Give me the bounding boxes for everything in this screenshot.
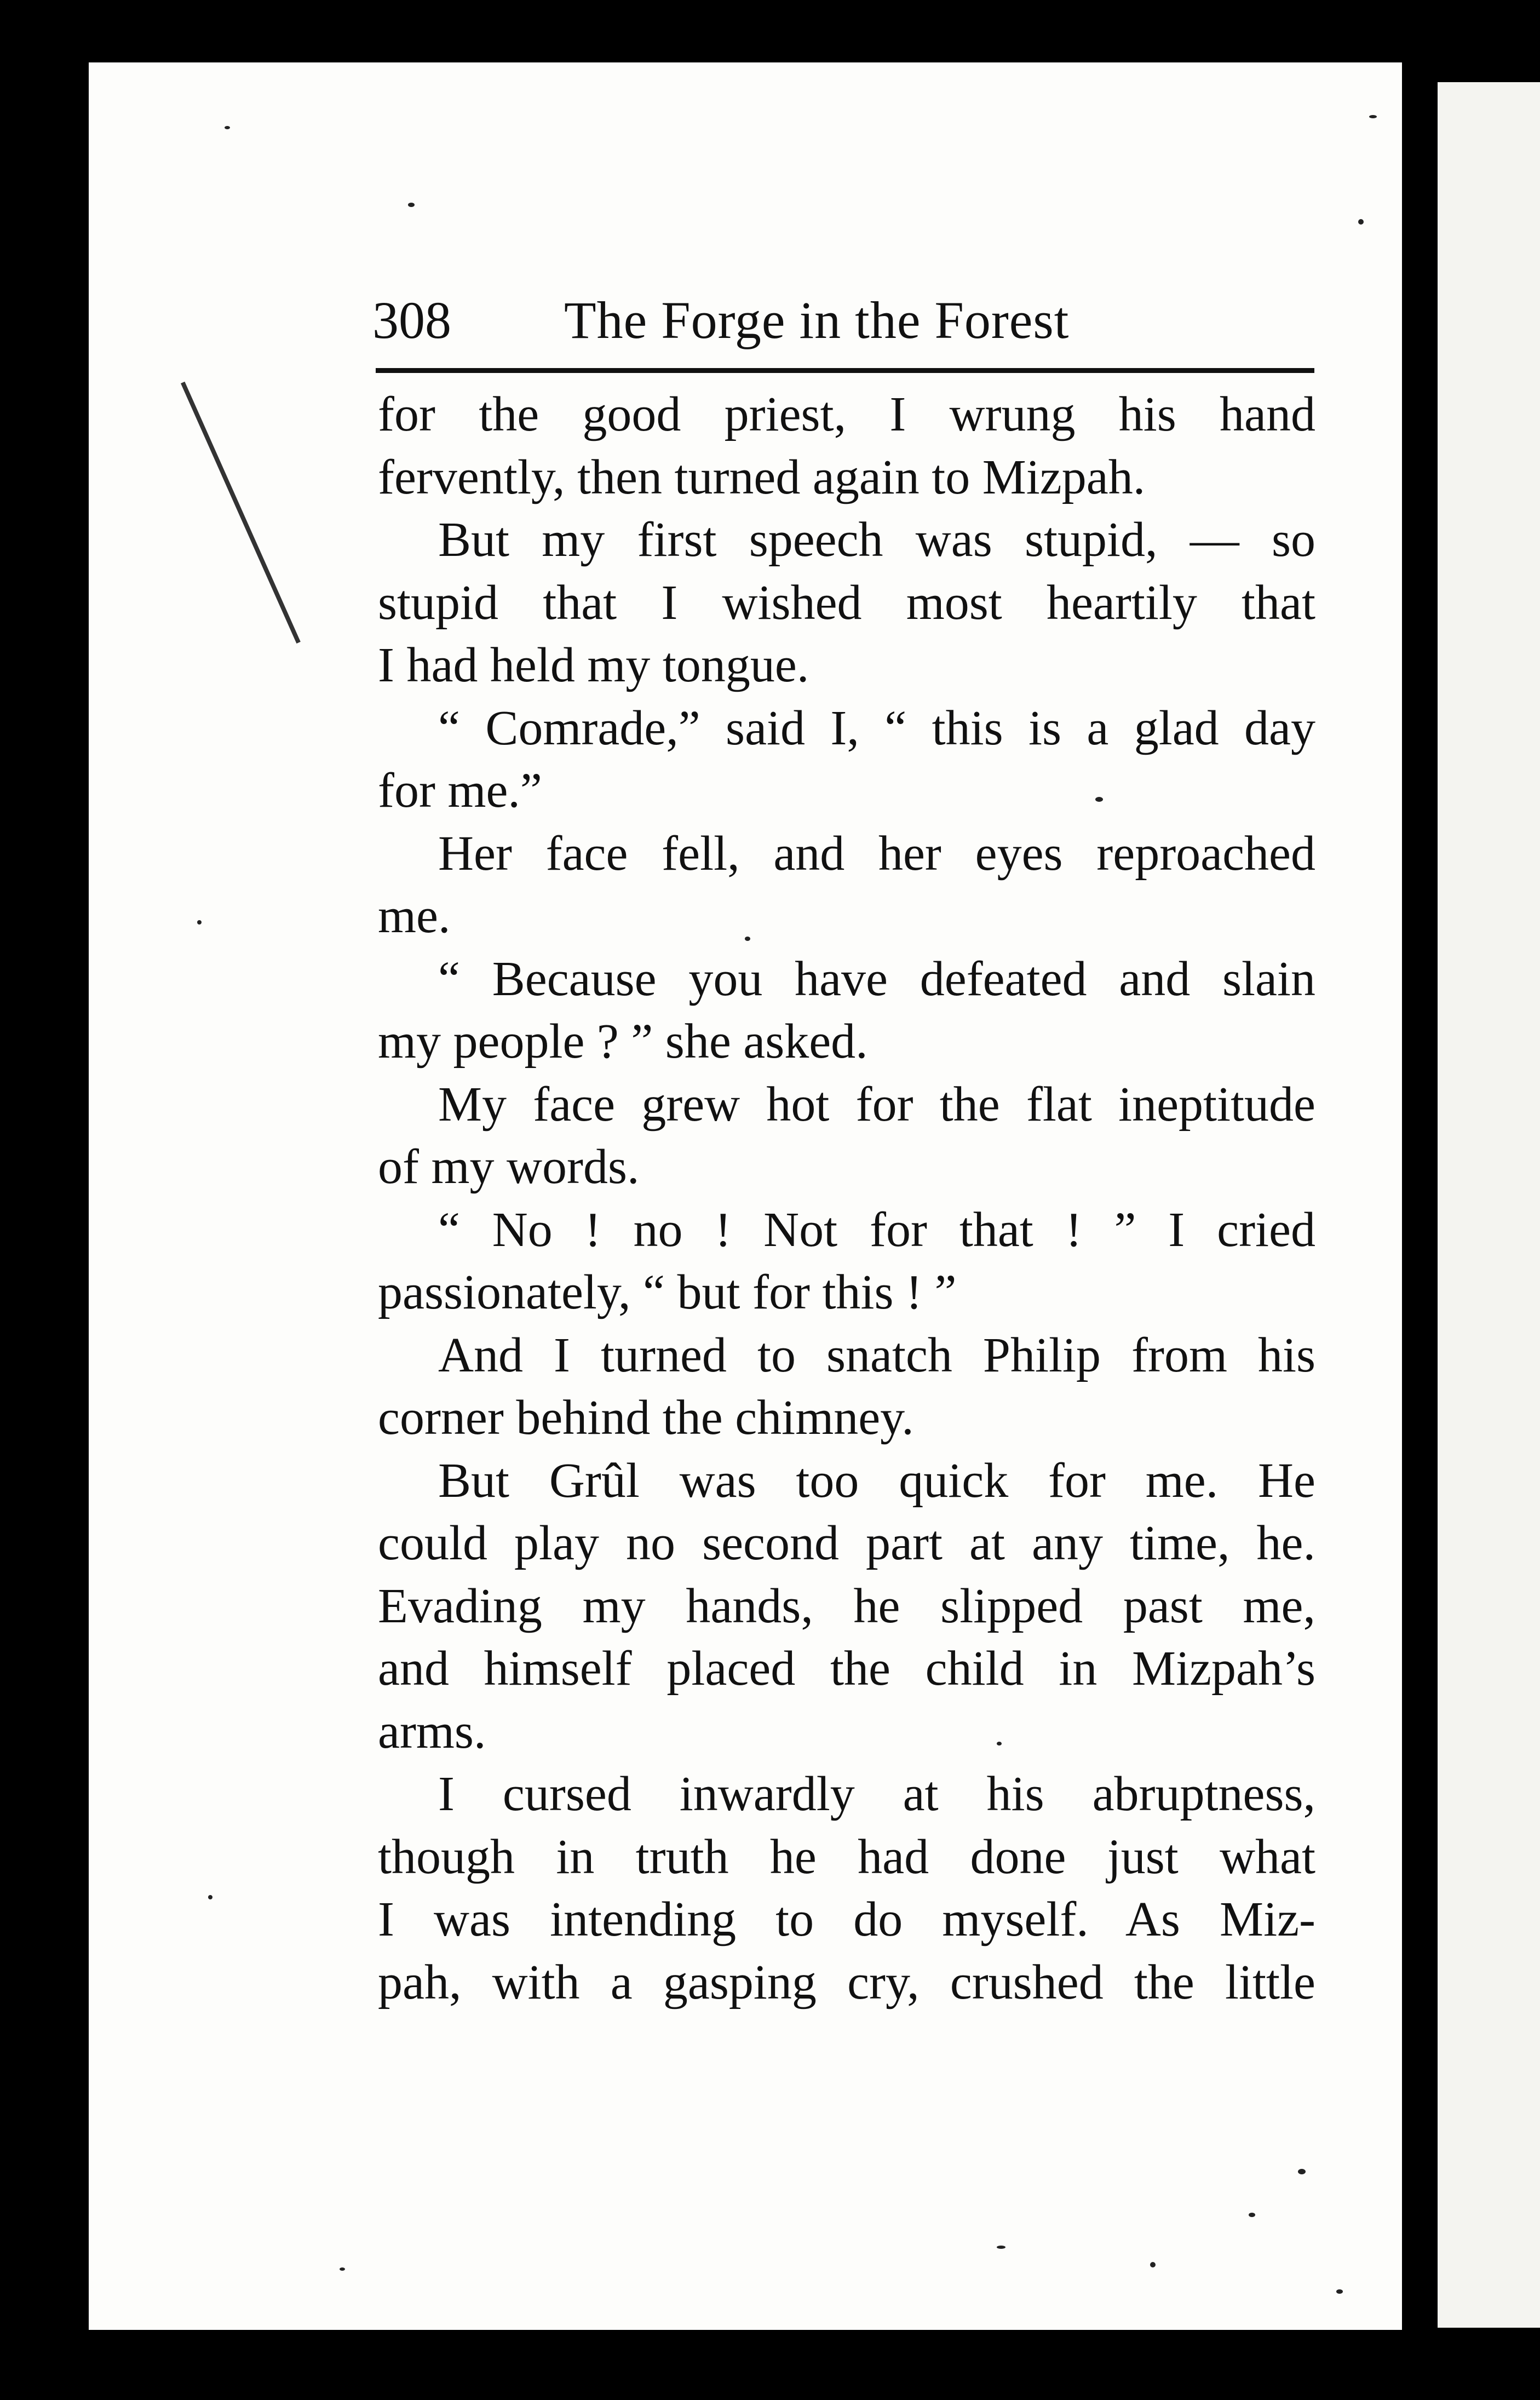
text-line: My face grew hot for the flat ineptitude: [438, 1077, 1315, 1132]
scan-speck: [1336, 2289, 1343, 2294]
text-line: and himself placed the child in Mizpah’s: [378, 1641, 1315, 1696]
text-line: fervently, then turned again to Mizpah.: [378, 450, 1146, 504]
scan-speck: [225, 126, 230, 129]
text-line: passionately, “ but for this ! ”: [378, 1265, 957, 1319]
text-line: “ Because you have defeated and slain: [438, 951, 1315, 1006]
scan-speck: [745, 937, 750, 941]
facing-page-edge: [1438, 82, 1540, 2328]
scan-speck: [1298, 2169, 1306, 2174]
text-line: of my words.: [378, 1140, 640, 1194]
scan-speck: [1358, 219, 1364, 225]
scan-speck: [997, 1742, 1002, 1746]
text-line: “ Comrade,” said I, “ this is a glad day: [438, 701, 1315, 755]
scan-speck: [997, 2246, 1005, 2249]
header-rule: [376, 368, 1314, 373]
text-line: though in truth he had done just what: [378, 1829, 1315, 1884]
text-line: me.: [378, 889, 451, 943]
text-line: pah, with a gasping cry, crushed the little: [378, 1955, 1315, 2009]
scan-speck: [1249, 2213, 1255, 2217]
text-line: And I turned to snatch Philip from his: [438, 1328, 1315, 1382]
running-title: The Forge in the Forest: [564, 291, 1070, 349]
text-line: my people ? ” she asked.: [378, 1014, 868, 1069]
body-text: [378, 383, 1315, 2014]
text-line: Evading my hands, he slipped past me,: [378, 1578, 1315, 1633]
text-line: arms.: [378, 1704, 486, 1759]
text-line: for the good priest, I wrung his hand: [378, 387, 1315, 441]
text-line: for me.”: [378, 763, 542, 818]
text-line: I cursed inwardly at his abruptness,: [438, 1767, 1315, 1821]
scan-speck: [1095, 797, 1103, 802]
text-line: I was intending to do myself. As Miz-: [378, 1892, 1315, 1947]
text-line: But my first speech was stupid, — so: [438, 513, 1315, 567]
scan-speck: [208, 1895, 212, 1899]
page-number: 308: [372, 291, 451, 349]
scan-speck: [408, 203, 415, 207]
text-line: Her face fell, and her eyes reproached: [438, 826, 1315, 881]
scan-speck: [197, 920, 202, 925]
page-header: [372, 285, 1314, 356]
scan-speck: [1150, 2262, 1156, 2267]
text-line: stupid that I wished most heartily that: [378, 575, 1315, 630]
text-line: corner behind the chimney.: [378, 1391, 914, 1445]
text-line: “ No ! no ! Not for that ! ” I cried: [438, 1202, 1315, 1257]
scan-speck: [340, 2267, 345, 2271]
scan-speck: [1369, 115, 1377, 118]
text-line: But Grûl was too quick for me. He: [438, 1453, 1315, 1508]
text-line: I had held my tongue.: [378, 638, 809, 692]
text-line: could play no second part at any time, he.: [378, 1516, 1315, 1570]
